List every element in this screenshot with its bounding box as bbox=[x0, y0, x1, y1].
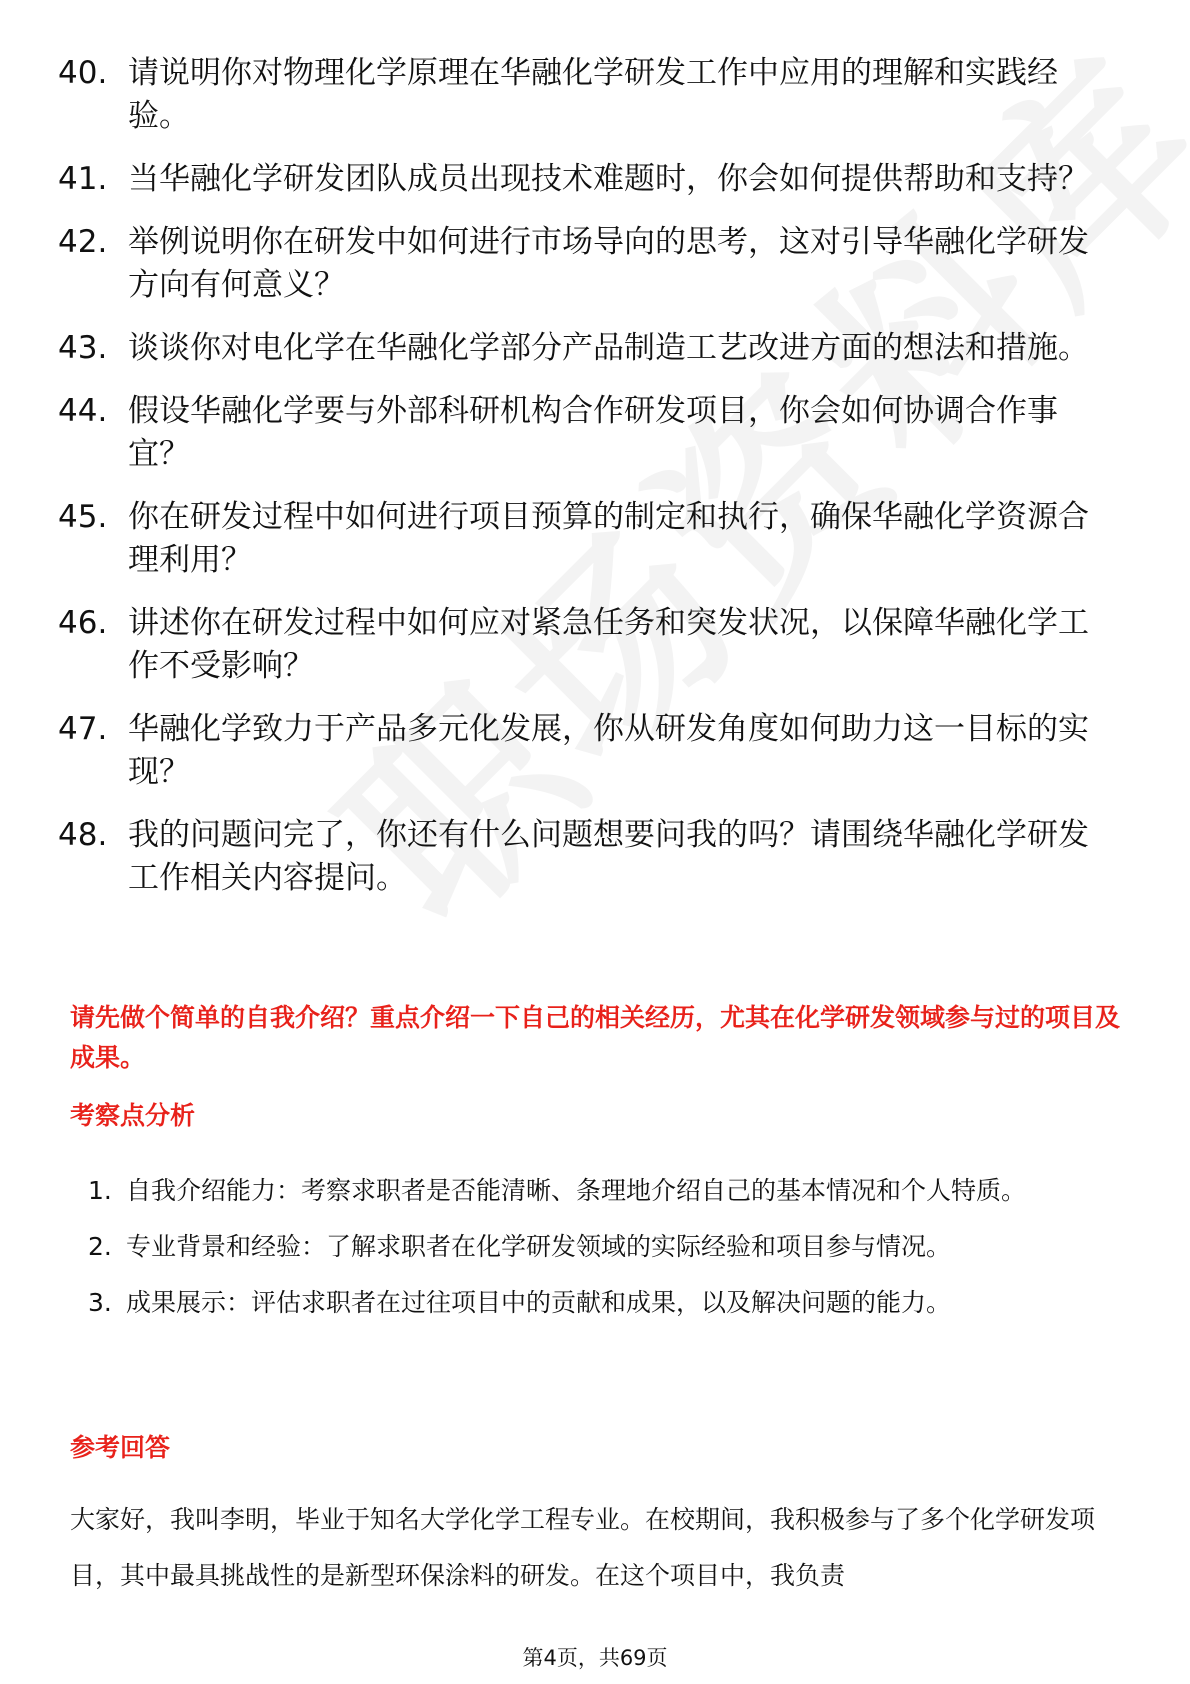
question-text: 你在研发过程中如何进行项目预算的制定和执行，确保华融化学资源合理利用？ bbox=[128, 499, 1089, 578]
question-text: 我的问题问完了，你还有什么问题想要问我的吗？请围绕华融化学研发工作相关内容提问。 bbox=[128, 817, 1089, 896]
analysis-text: 专业背景和经验：了解求职者在化学研发领域的实际经验和项目参与情况。 bbox=[126, 1232, 952, 1261]
page-footer: 第4页，共69页 bbox=[522, 1646, 668, 1670]
question-number: 48. bbox=[58, 817, 108, 853]
question-item bbox=[58, 496, 1118, 582]
question-item bbox=[58, 327, 1118, 370]
question-text: 当华融化学研发团队成员出现技术难题时，你会如何提供帮助和支持？ bbox=[128, 161, 1089, 197]
analysis-item bbox=[70, 1219, 1120, 1275]
analysis-list bbox=[70, 1163, 1120, 1331]
analysis-item bbox=[70, 1163, 1120, 1219]
answer-paragraph: 大家好，我叫李明，毕业于知名大学化学工程专业。在校期间，我积极参与了多个化学研发项目，其中最具挑战性的是新型环保涂料的研发。在这个项目中，我负责 bbox=[70, 1505, 1096, 1590]
question-item bbox=[58, 52, 1118, 138]
answer-heading: 参考回答 bbox=[70, 1433, 171, 1462]
question-text: 举例说明你在研发中如何进行市场导向的思考，这对引导华融化学研发方向有何意义？ bbox=[128, 224, 1089, 303]
analysis-number: 1. bbox=[88, 1176, 112, 1205]
question-item bbox=[58, 602, 1118, 688]
question-item bbox=[58, 814, 1118, 900]
question-number: 42. bbox=[58, 224, 108, 260]
question-number: 40. bbox=[58, 55, 108, 91]
analysis-number: 2. bbox=[88, 1232, 112, 1261]
analysis-text: 自我介绍能力：考察求职者是否能清晰、条理地介绍自己的基本情况和个人特质。 bbox=[126, 1176, 1027, 1205]
question-item bbox=[58, 158, 1118, 201]
question-item bbox=[58, 221, 1118, 307]
question-text: 华融化学致力于产品多元化发展，你从研发角度如何助力这一目标的实现？ bbox=[128, 711, 1089, 790]
question-list bbox=[58, 52, 1118, 920]
question-text: 假设华融化学要与外部科研机构合作研发项目，你会如何协调合作事宜？ bbox=[128, 393, 1058, 472]
question-number: 45. bbox=[58, 499, 108, 535]
question-text: 请说明你对物理化学原理在华融化学研发工作中应用的理解和实践经验。 bbox=[128, 55, 1058, 134]
question-text: 谈谈你对电化学在华融化学部分产品制造工艺改进方面的想法和措施。 bbox=[128, 330, 1089, 366]
question-number: 46. bbox=[58, 605, 108, 641]
highlight-question: 请先做个简单的自我介绍？重点介绍一下自己的相关经历，尤其在化学研发领域参与过的项目及成果。 bbox=[70, 1003, 1121, 1072]
question-number: 41. bbox=[58, 161, 108, 197]
analysis-heading: 考察点分析 bbox=[70, 1101, 196, 1130]
question-number: 47. bbox=[58, 711, 108, 747]
analysis-item bbox=[70, 1275, 1120, 1331]
question-item bbox=[58, 708, 1118, 794]
analysis-number: 3. bbox=[88, 1288, 112, 1317]
question-number: 43. bbox=[58, 330, 108, 366]
analysis-text: 成果展示：评估求职者在过往项目中的贡献和成果，以及解决问题的能力。 bbox=[126, 1288, 952, 1317]
question-item bbox=[58, 390, 1118, 476]
question-text: 讲述你在研发过程中如何应对紧急任务和突发状况，以保障华融化学工作不受影响？ bbox=[128, 605, 1089, 684]
question-number: 44. bbox=[58, 393, 108, 429]
